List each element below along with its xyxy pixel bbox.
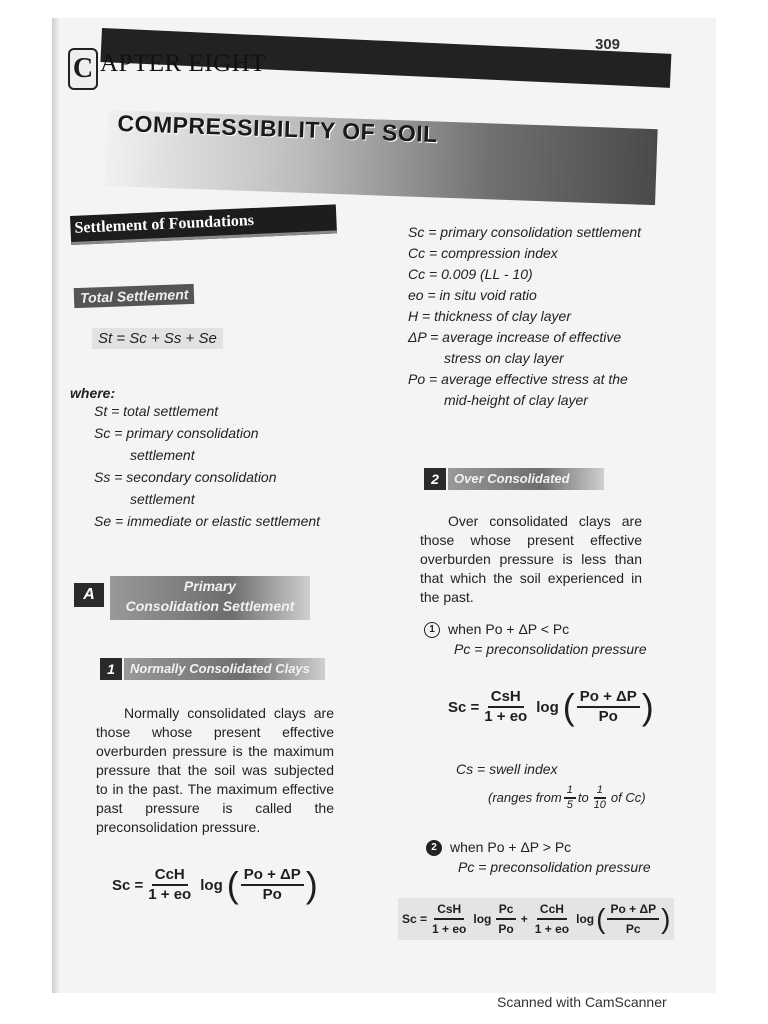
formula1-den: 1 + eo (148, 886, 192, 903)
sub2-title: Over Consolidated Clays (448, 468, 604, 490)
section-a-letter: A (74, 583, 104, 607)
formula3-a-in-num: Pc (496, 900, 517, 920)
cs-range-frac2 (591, 784, 609, 812)
formula2-paren-close: ) (641, 686, 654, 727)
formula2-inner-den: Po (598, 708, 618, 725)
scanner-watermark: Scanned with CamScanner (497, 994, 667, 1010)
section-a-title (110, 576, 310, 620)
case2-cond-text: when Po + ΔP > Pc (450, 839, 572, 855)
formula2-paren-open: ( (562, 686, 575, 727)
definition-list-right (408, 222, 708, 411)
case2-pc: Pc = preconsolidation pressure (458, 859, 651, 875)
total-settlement-heading: Total Settlement (74, 284, 195, 308)
formula2-inner-num: Po + ΔP (577, 688, 640, 708)
cs-range-mid: to (577, 790, 589, 805)
cs-range (488, 784, 646, 812)
formula2-fraction (481, 688, 530, 726)
cs-f1-num: 1 (564, 784, 576, 799)
sub2-paragraph: Over consolidated clays are those whose present effective overburden pressure is less than that which the soil experienced in the past. (420, 513, 642, 605)
sub1-title: Normally Consolidated Clays (124, 658, 325, 680)
formula3-a-fraction (429, 900, 469, 938)
formula3-b-fraction (532, 900, 572, 938)
formula3-a-log: log (473, 912, 492, 926)
section-a-title-line2: Consolidation Settlement (125, 598, 295, 614)
cs-f2-den: 10 (593, 799, 606, 811)
formula3-a-den: 1 + eo (432, 922, 467, 936)
def-sc-cont: settlement (130, 447, 195, 463)
def-se: Se = immediate or elastic settlement (94, 513, 321, 529)
formula1-paren-close: ) (305, 864, 318, 905)
case1-cond-text: when Po + ΔP < Pc (448, 621, 570, 637)
rdef-po-cont: mid-height of clay layer (444, 392, 588, 408)
formula1-lhs: Sc = (112, 876, 144, 894)
formula2-num: CsH (488, 688, 524, 708)
page-edge-shadow (52, 18, 60, 993)
rdef-eo: eo = in situ void ratio (408, 287, 537, 303)
page-number: 309 (595, 36, 621, 53)
rdef-dp-cont: stress on clay layer (444, 350, 564, 366)
formula3-paren-close: ) (661, 903, 671, 934)
rdef-po: Po = average effective stress at the (408, 371, 628, 387)
formula1-log: log (200, 876, 223, 894)
def-st: St = total settlement (94, 403, 219, 419)
rdef-sc: Sc = primary consolidation settlement (408, 224, 642, 240)
formula1-fraction (145, 866, 194, 904)
formula1-inner-num: Po + ΔP (241, 866, 304, 886)
rdef-h: H = thickness of clay layer (408, 308, 572, 324)
case1-condition (424, 618, 569, 640)
formula3-lhs: Sc = (402, 912, 428, 926)
section-a-title-line1: Primary (183, 578, 237, 594)
rdef-cc-formula: Cc = 0.009 (LL - 10) (408, 266, 533, 282)
formula3-b-den: 1 + eo (534, 922, 570, 936)
document-page (52, 18, 716, 993)
formula3-a-in-den: Po (498, 922, 514, 936)
total-settlement-equation: St = Sc + Ss + Se (92, 328, 223, 349)
formula3-paren-open: ( (596, 903, 606, 934)
case2-condition (426, 836, 571, 858)
sub1-paragraph: Normally consolidated clays are those whose present effective overburden pressure is the maximum pressure that the soil was subjected to in the past. The maximum effective past pressure is called the preconsolidation pressure. (96, 705, 334, 835)
formula3-b-in-den: Pc (625, 922, 641, 936)
formula3-b-log: log (576, 912, 595, 926)
case1-pc: Pc = preconsolidation pressure (454, 641, 647, 657)
cs-f1-den: 5 (566, 799, 573, 811)
formula2-lhs: Sc = (448, 698, 480, 716)
formula1-paren-open: ( (226, 864, 239, 905)
rdef-cc: Cc = compression index (408, 245, 558, 261)
formula3-b-num: CcH (537, 900, 567, 920)
case1-marker-icon: 1 (424, 622, 440, 638)
formula2-den: 1 + eo (484, 708, 528, 725)
case2-marker-icon: 2 (426, 840, 442, 856)
chapter-title: COMPRESSIBILITY OF SOIL (117, 110, 439, 148)
cs-range-post: of Cc) (610, 790, 646, 805)
def-sc: Sc = primary consolidation (94, 425, 259, 441)
formula2-inner-fraction (577, 688, 640, 726)
definition-list-left (94, 400, 374, 532)
formula-normally-consolidated (112, 866, 318, 904)
formula-over-consolidated-2 (398, 898, 674, 940)
cs-range-frac1 (564, 784, 576, 812)
chapter-logo-icon: C (68, 48, 98, 90)
formula1-inner-den: Po (262, 886, 282, 903)
sub2-number: 2 (424, 468, 446, 490)
cs-definition: Cs = swell index (456, 761, 558, 777)
def-ss: Ss = secondary consolidation (94, 469, 277, 485)
formula3-plus: + (520, 912, 528, 926)
formula2-log: log (536, 698, 559, 716)
cs-f2-num: 1 (594, 784, 606, 799)
section-heading-settlement: Settlement of Foundations (70, 204, 337, 245)
chapter-label: APTER EIGHT (100, 50, 266, 77)
def-ss-cont: settlement (130, 491, 195, 507)
formula3-b-inner (607, 900, 659, 938)
rdef-dp: ΔP = average increase of effective (408, 329, 622, 345)
where-label: where: (70, 385, 116, 401)
cs-range-pre: (ranges from (488, 790, 562, 805)
sub1-number: 1 (100, 658, 122, 680)
formula1-num: CcH (152, 866, 188, 886)
formula1-inner-fraction (241, 866, 304, 904)
formula3-b-in-num: Po + ΔP (607, 900, 659, 920)
formula3-a-inner (495, 900, 516, 938)
formula-over-consolidated-1 (448, 688, 654, 726)
formula3-a-num: CsH (434, 900, 464, 920)
